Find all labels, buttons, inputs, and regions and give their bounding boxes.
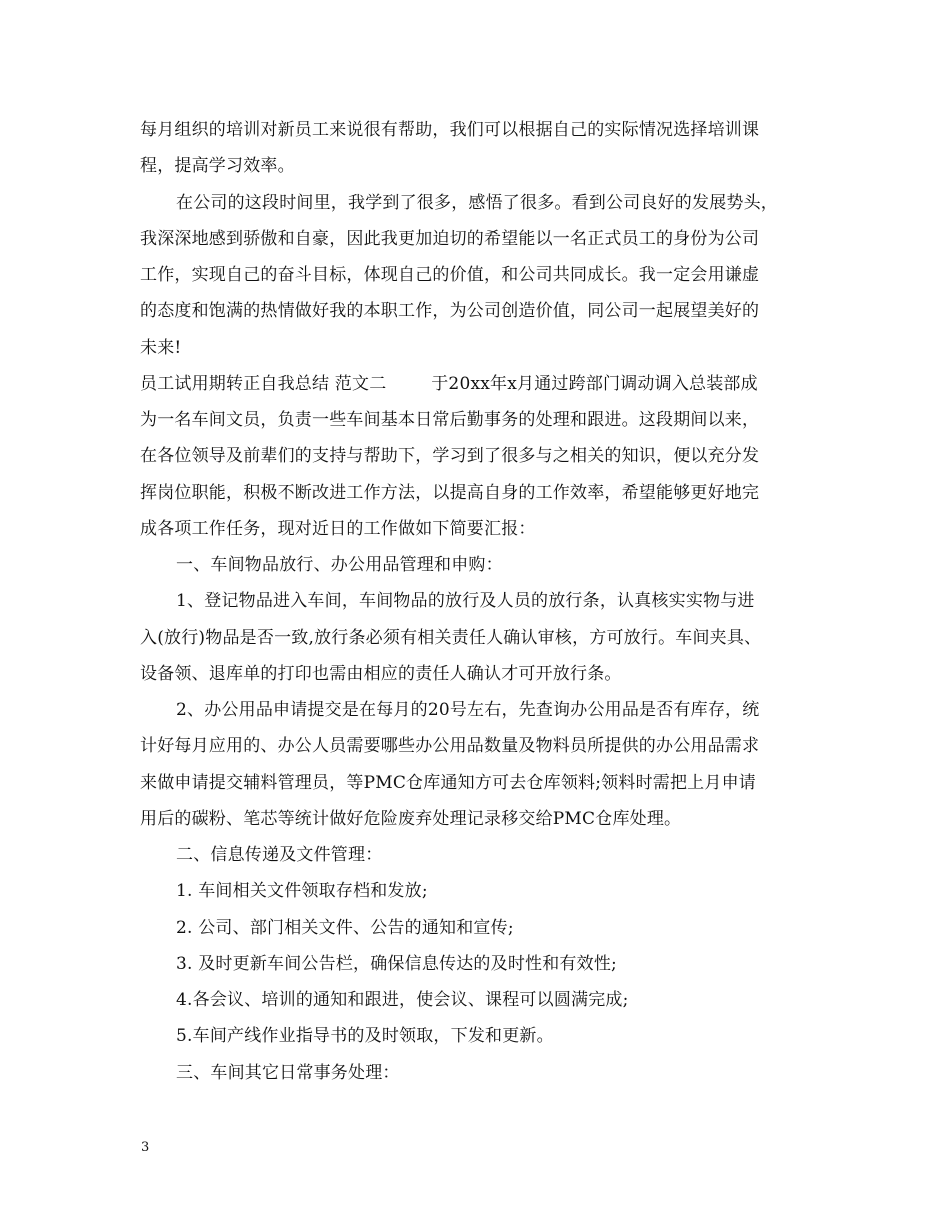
text-line: 我深深地感到骄傲和自豪，因此我更加迫切的希望能以一名正式员工的身份为公司	[140, 229, 760, 249]
text-line: 入(放行)物品是否一致,放行条必须有相关责任人确认审核，方可放行。车间夹具、	[140, 628, 762, 648]
section-heading-line: 员工试用期转正自我总结 范文二 于20xx年x月通过跨部门调动调入总装部成	[140, 374, 758, 394]
text-line: 程，提高学习效率。	[140, 156, 295, 176]
page-number: 3	[141, 1140, 150, 1155]
text-line: 成各项工作任务，现对近日的工作做如下简要汇报：	[140, 519, 536, 539]
text-line: 在公司的这段时间里，我学到了很多，感悟了很多。看到公司良好的发展势头，	[176, 193, 778, 213]
subheading-line: 三、车间其它日常事务处理：	[176, 1063, 400, 1083]
text-line: 在各位领导及前辈们的支持与帮助下，学习到了很多与之相关的知识，便以充分发	[140, 446, 760, 466]
text-line: 设备领、退库单的打印也需由相应的责任人确认才可开放行条。	[140, 664, 622, 684]
list-item-line: 3. 及时更新车间公告栏，确保信息传达的及时性和有效性;	[176, 954, 617, 974]
subheading-line: 一、车间物品放行、办公用品管理和申购：	[176, 555, 503, 575]
text-line: 2、办公用品申请提交是在每月的20号左右，先查询办公用品是否有库存，统	[176, 700, 760, 720]
text-line: 为一名车间文员，负责一些车间基本日常后勤事务的处理和跟进。这段期间以来，	[140, 410, 760, 430]
text-line: 来做申请提交辅料管理员，等PMC仓库通知方可去仓库领料;领料时需把上月申请	[140, 773, 756, 793]
list-item-line: 2. 公司、部门相关文件、公告的通知和宣传;	[176, 918, 514, 938]
list-item-line: 4.各会议、培训的通知和跟进，使会议、课程可以圆满完成;	[176, 990, 629, 1010]
text-line: 未来!	[140, 338, 182, 358]
list-item-line: 5.车间产线作业指导书的及时领取，下发和更新。	[176, 1026, 554, 1046]
text-line: 计好每月应用的、办公人员需要哪些办公用品数量及物料员所提供的办公用品需求	[140, 736, 760, 756]
text-line: 1、登记物品进入车间，车间物品的放行及人员的放行条，认真核实实物与进	[176, 591, 755, 611]
text-line: 工作，实现自己的奋斗目标，体现自己的价值，和公司共同成长。我一定会用谦虚	[140, 265, 760, 285]
list-item-line: 1. 车间相关文件领取存档和发放;	[176, 881, 428, 901]
text-line: 挥岗位职能，积极不断改进工作方法，以提高自身的工作效率，希望能够更好地完	[140, 483, 760, 503]
text-line: 每月组织的培训对新员工来说很有帮助，我们可以根据自己的实际情况选择培训课	[140, 120, 760, 140]
text-line: 的态度和饱满的热情做好我的本职工作，为公司创造价值，同公司一起展望美好的	[140, 301, 760, 321]
subheading-line: 二、信息传递及文件管理：	[176, 845, 383, 865]
text-line: 用后的碳粉、笔芯等统计做好危险废弃处理记录移交给PMC仓库处理。	[140, 809, 682, 829]
